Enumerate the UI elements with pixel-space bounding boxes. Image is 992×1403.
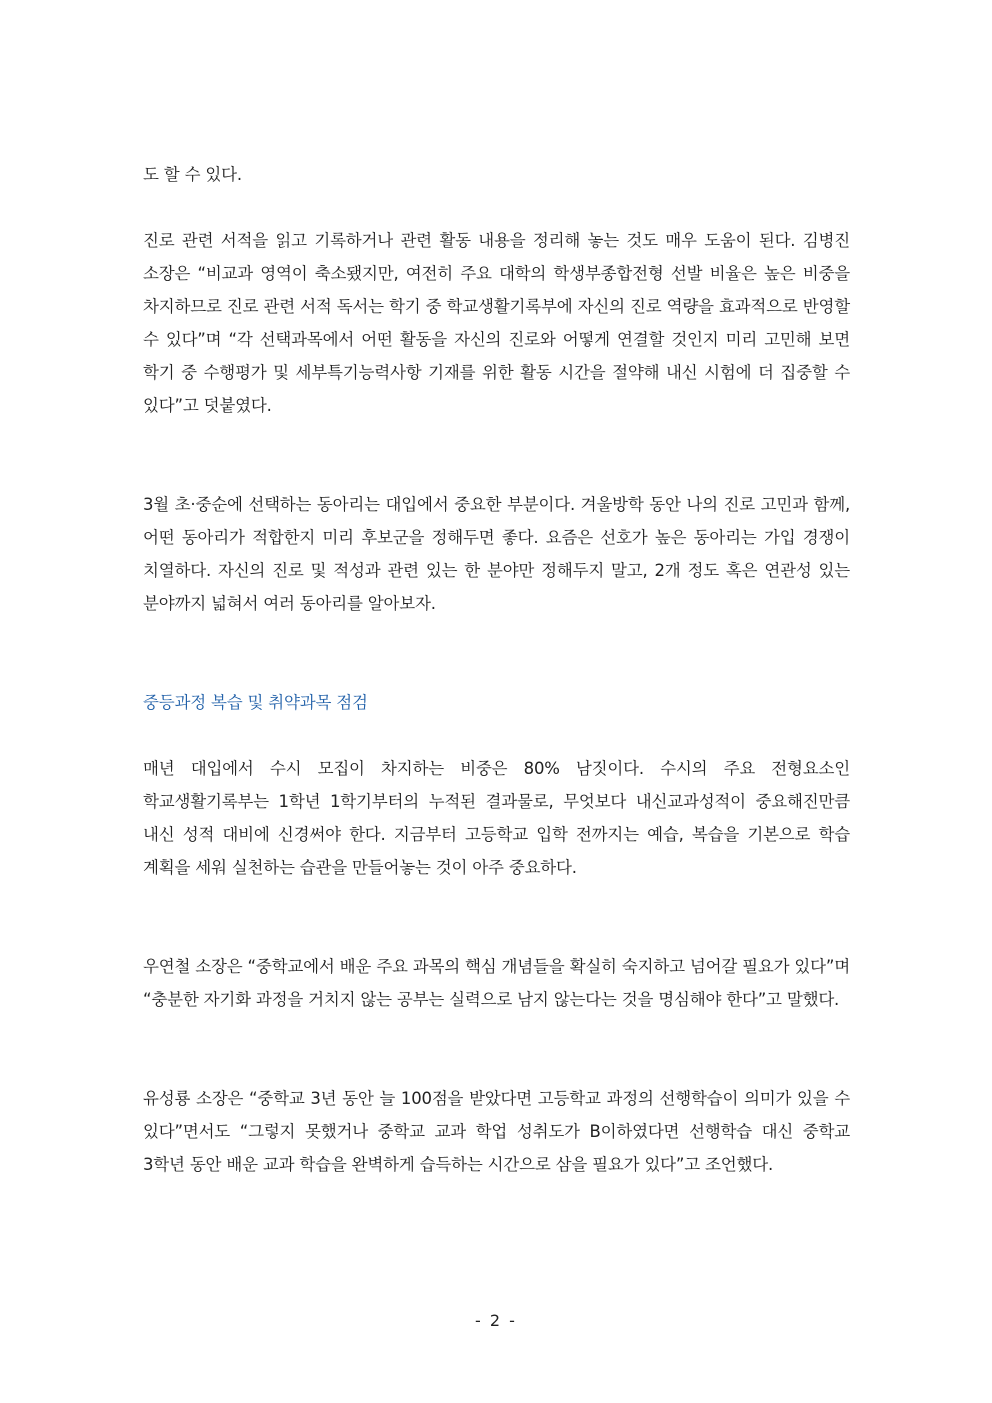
paragraph-woo-quote: 우연철 소장은 “중학교에서 배운 주요 과목의 핵심 개념들을 확실히 숙지하고 넘어갈 필요가 있다”며 “충분한 자기화 과정을 거치지 않는 공부는 실력으로 남지 않는다는 것을 명심해야 한다”고 말했다. [143, 957, 850, 1009]
paragraph-yoo-quote: 유성룡 소장은 “중학교 3년 동안 늘 100점을 받았다면 고등학교 과정의 선행학습이 의미가 있을 수 있다”면서도 “그렇지 못했거나 중학교 교과 학업 성취도가 B이하였다면 선행학습 대신 중학교 3학년 동안 배운 교과 학습을 완벽하게 습득하는 시간으로 삼을 필요가 있다”고 조언했다. [143, 1089, 850, 1174]
paragraph-club-selection: 3월 초·중순에 선택하는 동아리는 대입에서 중요한 부분이다. 겨울방학 동안 나의 진로 고민과 함께, 어떤 동아리가 적합한지 미리 후보군을 정해두면 좋다. 요즘은 선호가 높은 동아리는 가입 경쟁이 치열하다. 자신의 진로 및 적성과 관련 있는 한 분야만 정해두지 말고, 2개 정도 혹은 연관성 있는 분야까지 넓혀서 여러 동아리를 알아보자. [143, 495, 850, 613]
paragraph-career-reading: 진로 관련 서적을 읽고 기록하거나 관련 활동 내용을 정리해 놓는 것도 매우 도움이 된다. 김병진 소장은 “비교과 영역이 축소됐지만, 여전히 주요 대학의 학생부종합전형 선발 비율은 높은 비중을 차지하므로 진로 관련 서적 독서는 학기 중 학교생활기록부에 자신의 진로 역량을 효과적으로 반영할 수 있다”며 “각 선택과목에서 어떤 활동을 자신의 진로와 어떻게 연결할 것인지 미리 고민해 보면 학기 중 수행평가 및 세부특기능력사항 기재를 위한 활동 시간을 절약해 내신 시험에 더 집중할 수 있다”고 덧붙였다. [143, 231, 850, 415]
page-number: - 2 - [475, 1311, 517, 1330]
paragraph-continuation: 도 할 수 있다. [143, 165, 242, 184]
paragraph-school-records: 매년 대입에서 수시 모집이 차지하는 비중은 80% 남짓이다. 수시의 주요 전형요소인 학교생활기록부는 1학년 1학기부터의 누적된 결과물로, 무엇보다 내신교과성적이 중요해진만큼 내신 성적 대비에 신경써야 한다. 지금부터 고등학교 입학 전까지는 예습, 복습을 기본으로 학습 계획을 세워 실천하는 습관을 만들어놓는 것이 아주 중요하다. [143, 759, 850, 877]
section-heading: 중등과정 복습 및 취약과목 점검 [143, 693, 368, 712]
